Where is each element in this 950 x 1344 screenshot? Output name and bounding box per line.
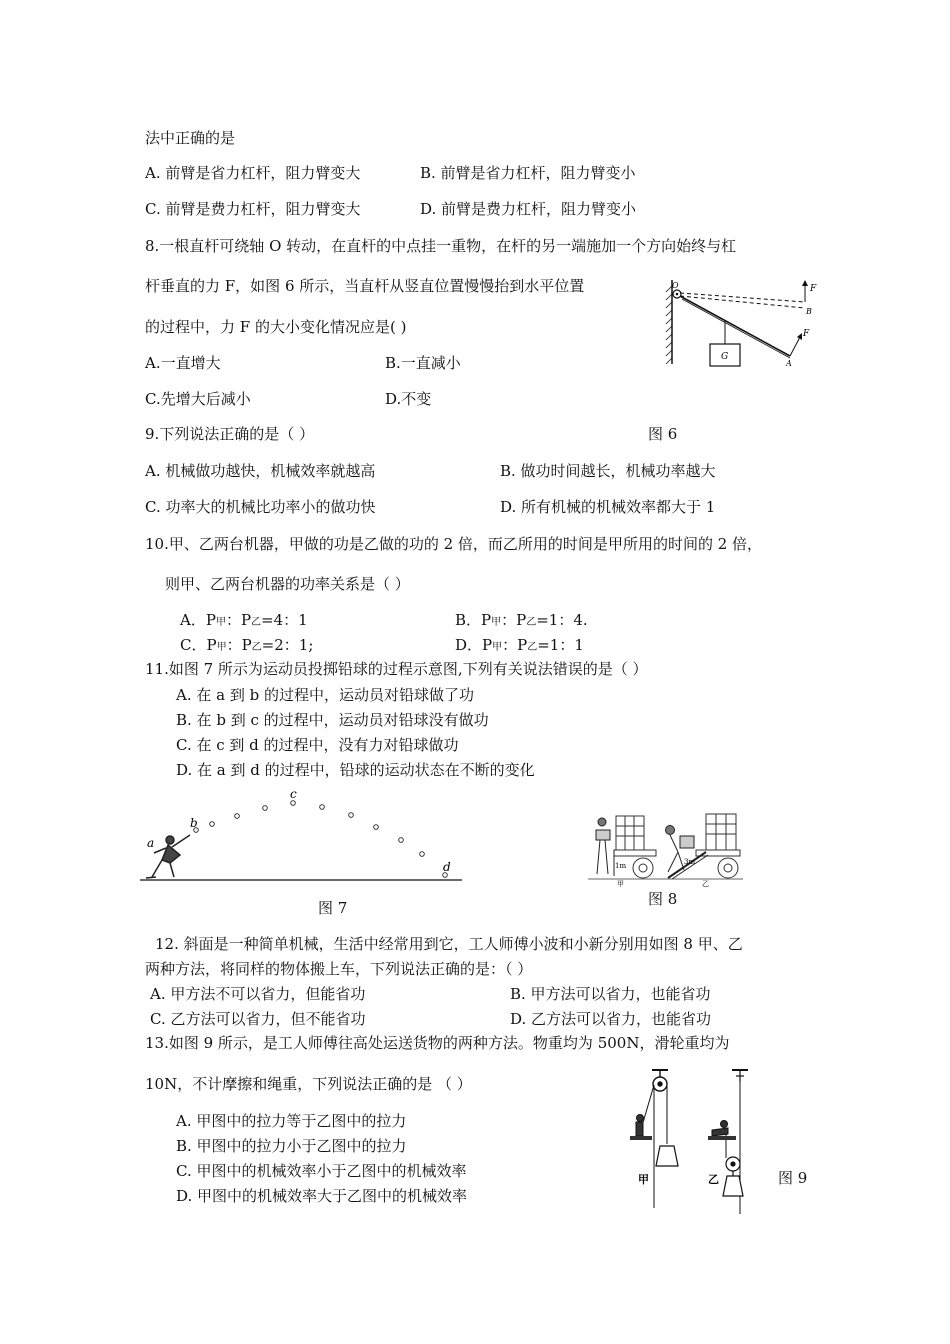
figure-9-pulleys — [628, 1068, 768, 1218]
fig6-label-o: O — [672, 281, 679, 290]
fig6-label-f-top: F — [810, 284, 817, 294]
q9-option-d: D. 所有机械的机械效率都大于 1 — [500, 498, 716, 516]
q9-option-a: A. 机械做功越快，机械效率就越高 — [145, 462, 376, 480]
fig8-label-jia: 甲 — [617, 880, 624, 888]
q9-stem: 9.下列说法正确的是（ ） — [145, 425, 315, 443]
fig6-label-b: B — [806, 307, 812, 316]
fig8-label-height: 1m — [615, 862, 627, 870]
worker-right-pulley — [712, 1121, 728, 1137]
q7-option-c: C. 前臂是费力杠杆，阻力臂变大 — [145, 200, 361, 218]
q13-option-a: A. 甲图中的拉力等于乙图中的拉力 — [176, 1112, 407, 1130]
q13-stem-line2: 10N，不计摩擦和绳重，下列说法正确的是 （ ） — [145, 1075, 472, 1093]
q11-option-c: C. 在 c 到 d 的过程中，没有力对铅球做功 — [176, 736, 459, 754]
fig8-label-yi: 乙 — [702, 880, 709, 888]
fig9-caption: 图 9 — [778, 1169, 808, 1187]
q12-option-b: B. 甲方法可以省力，也能省功 — [510, 985, 711, 1003]
q8-option-b: B.一直减小 — [385, 354, 461, 372]
figure-6-lever — [660, 272, 830, 372]
q11-option-b: B. 在 b 到 c 的过程中，运动员对铅球没有做功 — [176, 711, 489, 729]
fig7-label-d: d — [443, 860, 451, 874]
q8-stem-line3: 的过程中，力 F 的大小变化情况应是( ) — [145, 318, 407, 336]
worker-left-pulley — [636, 1115, 644, 1137]
q7-option-d: D. 前臂是费力杠杆，阻力臂变小 — [420, 200, 637, 218]
q13-stem-line1: 13.如图 9 所示，是工人师傅往高处运送货物的两种方法。物重均为 500N，滑轮重均为 — [145, 1034, 730, 1052]
q10-stem-line2: 则甲、乙两台机器的功率关系是（ ） — [165, 575, 410, 593]
q12-stem-line2: 两种方法，将同样的物体搬上车，下列说法正确的是：（ ） — [145, 960, 533, 978]
fig6-label-f-bottom: F — [803, 329, 810, 339]
fig9-label-jia: 甲 — [638, 1173, 649, 1186]
q9-option-b: B. 做功时间越长，机械功率越大 — [500, 462, 716, 480]
load-left — [656, 1146, 678, 1166]
fig7-label-c: c — [290, 787, 297, 801]
fig6-label-g: G — [721, 352, 729, 362]
q12-option-c: C. 乙方法可以省力，但不能省功 — [150, 1010, 366, 1028]
q13-option-c: C. 甲图中的机械效率小于乙图中的机械效率 — [176, 1162, 467, 1180]
fig7-caption: 图 7 — [318, 899, 348, 917]
figure-7-shot-put — [140, 785, 465, 885]
q8-option-a: A.一直增大 — [145, 354, 221, 372]
worker-left — [596, 818, 610, 874]
fig6-label-a: A — [786, 359, 792, 368]
load-right — [723, 1176, 743, 1196]
fig7-label-a: a — [147, 836, 155, 850]
figure-8-truck-loading — [588, 812, 743, 887]
q13-option-d: D. 甲图中的机械效率大于乙图中的机械效率 — [176, 1187, 468, 1205]
q11-option-a: A. 在 a 到 b 的过程中，运动员对铅球做了功 — [176, 686, 474, 704]
q11-stem: 11.如图 7 所示为运动员投掷铅球的过程示意图,下列有关说法错误的是（ ） — [145, 660, 648, 678]
q8-stem-line2: 杆垂直的力 F，如图 6 所示，当直杆从竖直位置慢慢抬到水平位置 — [145, 277, 585, 295]
q8-option-d: D.不变 — [385, 390, 432, 408]
q10-option-c: C．P甲：P乙=2：1; — [180, 636, 314, 654]
fig9-label-yi: 乙 — [708, 1173, 719, 1186]
q7-option-b: B. 前臂是省力杠杆，阻力臂变小 — [420, 164, 636, 182]
q7-tail: 法中正确的是 — [145, 129, 236, 147]
q12-option-d: D. 乙方法可以省力，也能省功 — [510, 1010, 712, 1028]
truck-right — [696, 814, 740, 878]
q12-option-a: A. 甲方法不可以省力，但能省功 — [150, 985, 366, 1003]
q8-option-c: C.先增大后减小 — [145, 390, 251, 408]
fig7-label-b: b — [190, 816, 198, 830]
q12-stem-line1: 12. 斜面是一种简单机械，生活中经常用到它，工人师傅小波和小新分别用如图 8 甲、乙 — [155, 935, 743, 953]
q11-option-d: D. 在 a 到 d 的过程中，铅球的运动状态在不断的变化 — [176, 761, 535, 779]
q8-stem-line1: 8.一根直杆可绕轴 O 转动，在直杆的中点挂一重物，在杆的另一端施加一个方向始终与杠 — [145, 237, 737, 255]
fig8-caption: 图 8 — [648, 890, 678, 908]
q10-option-b: B．P甲：P乙=1：4. — [455, 611, 588, 629]
q10-option-a: A．P甲：P乙=4：1 — [180, 611, 308, 629]
fig6-caption: 图 6 — [648, 425, 678, 443]
q10-stem-line1: 10.甲、乙两台机器，甲做的功是乙做的功的 2 倍，而乙所用的时间是甲所用的时间的 2 倍， — [145, 535, 763, 553]
q13-option-b: B. 甲图中的拉力小于乙图中的拉力 — [176, 1137, 407, 1155]
fig8-label-length: 3m — [684, 858, 696, 866]
q7-option-a: A. 前臂是省力杠杆，阻力臂变大 — [145, 164, 361, 182]
q10-option-d: D．P甲：P乙=1：1 — [455, 636, 584, 654]
q9-option-c: C. 功率大的机械比功率小的做功快 — [145, 498, 376, 516]
